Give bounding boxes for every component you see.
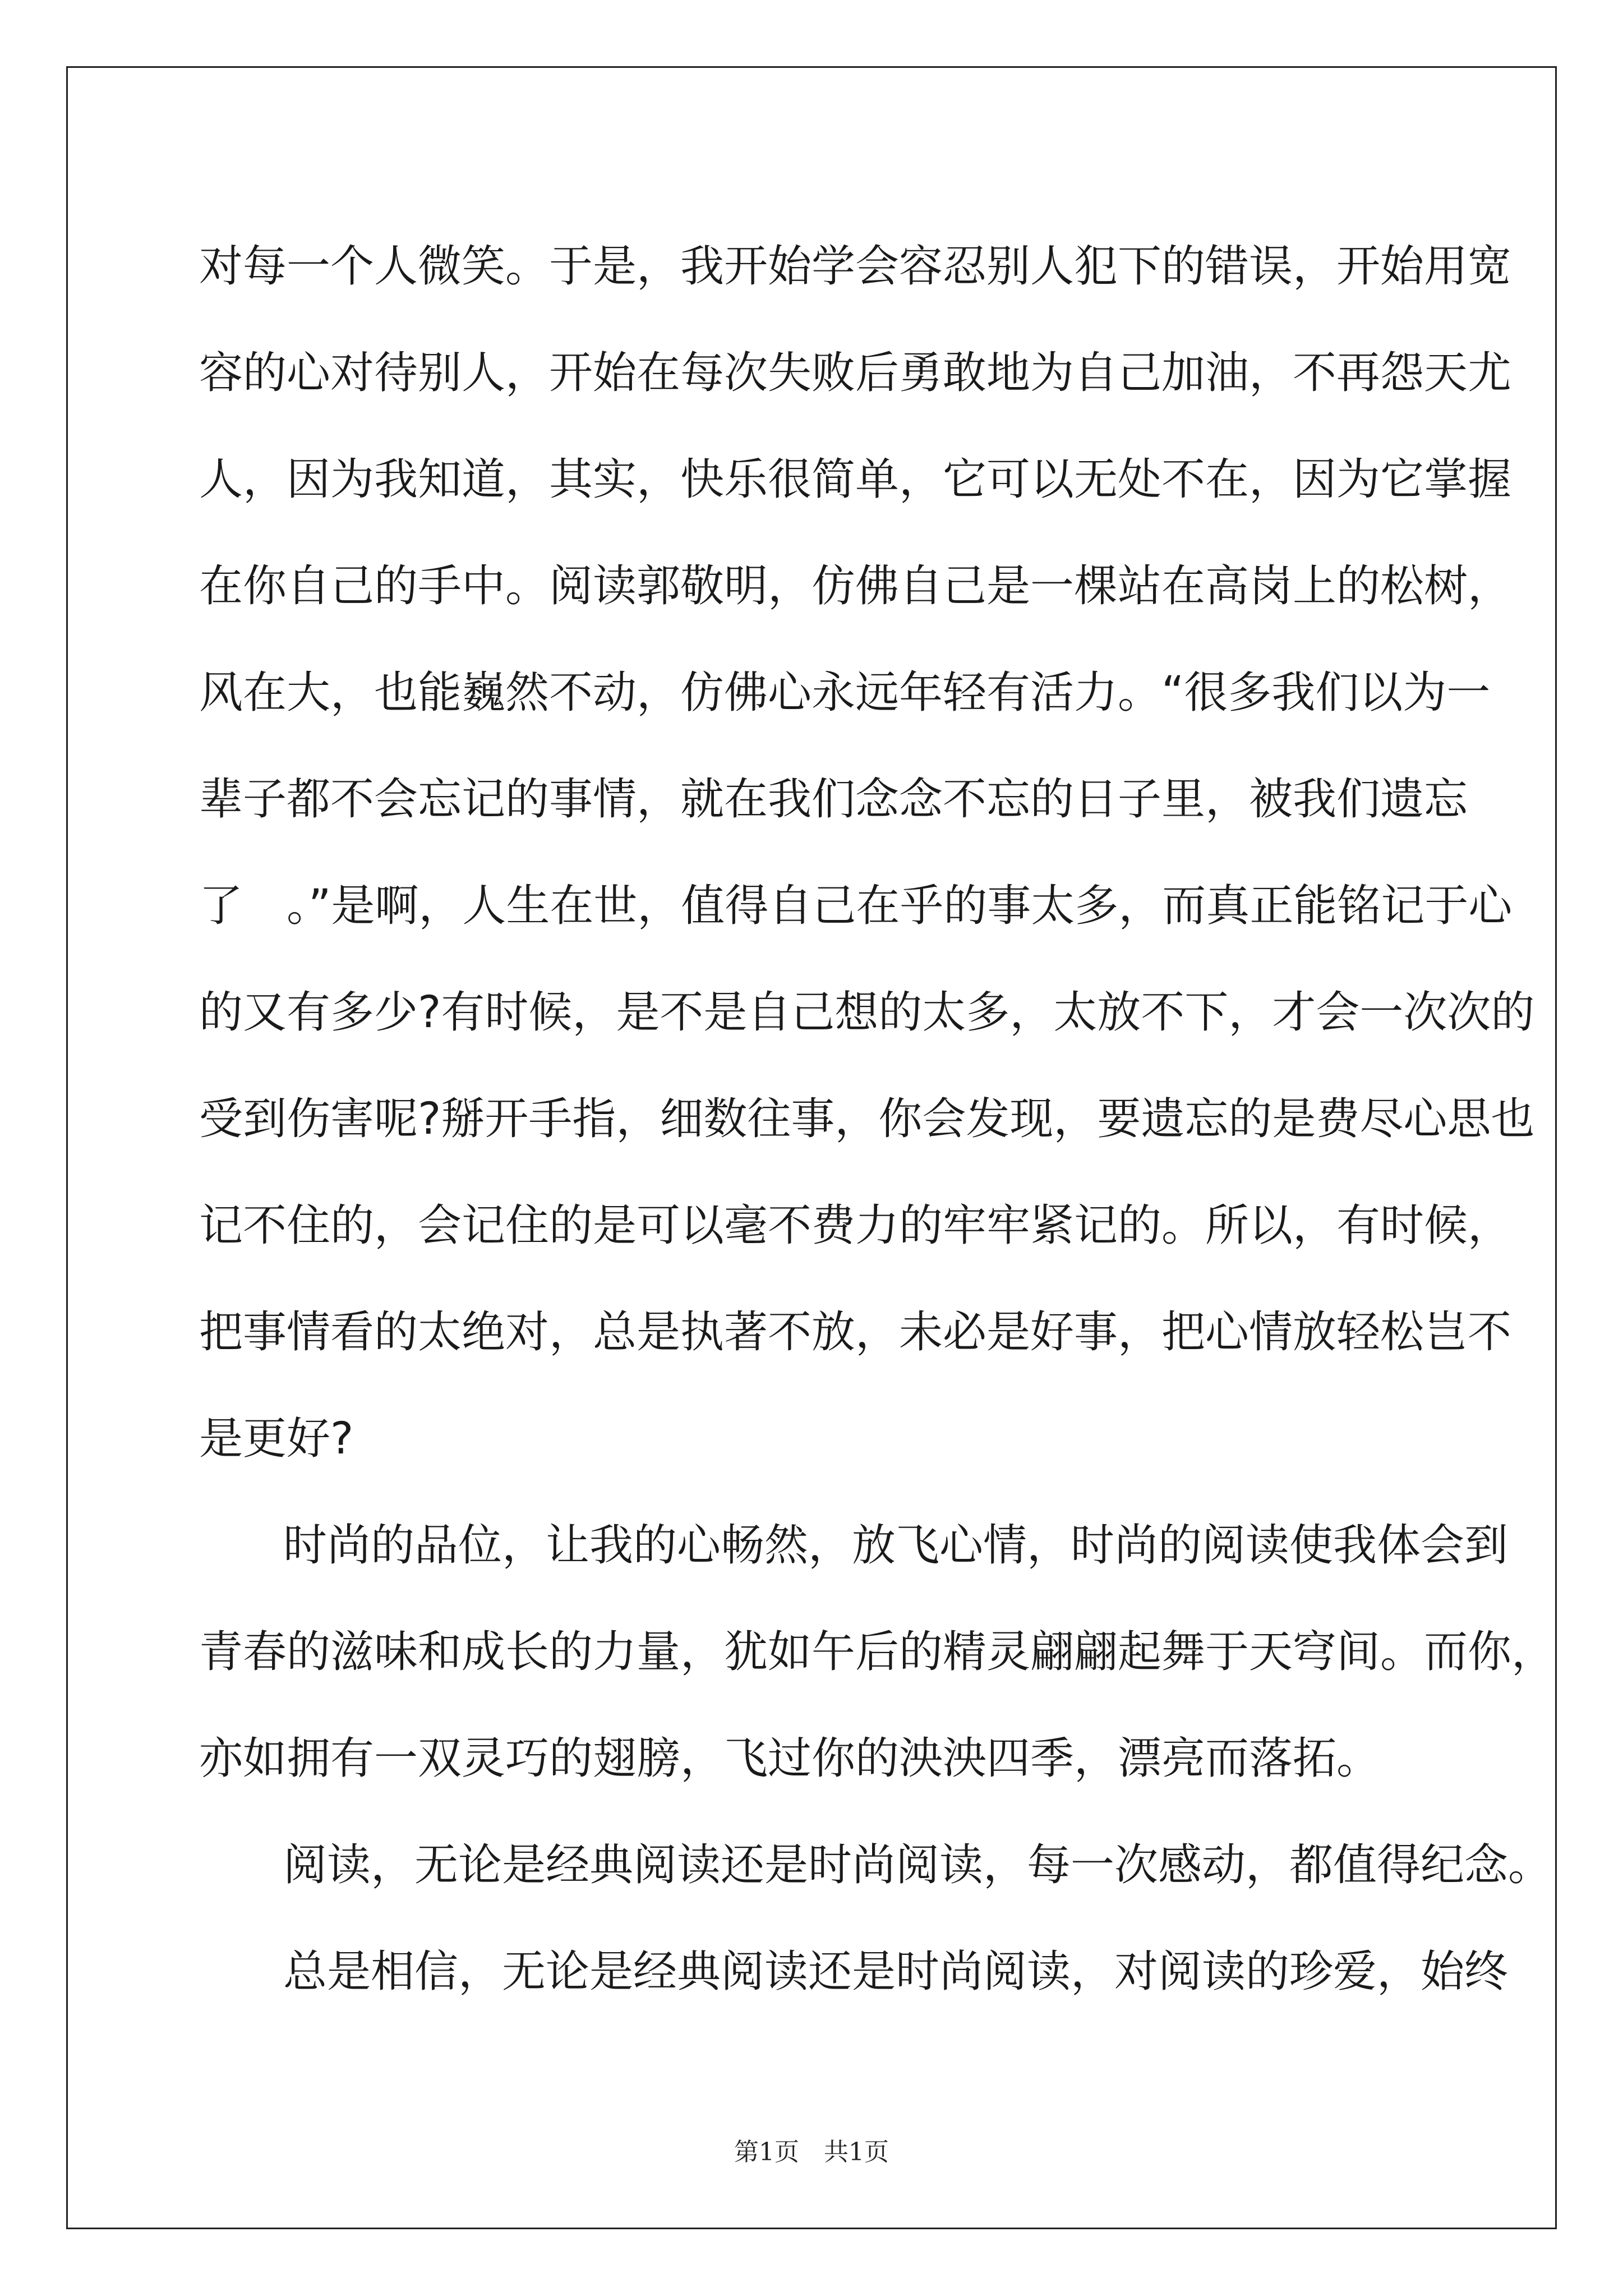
text-line-13: 时尚的品位，让我的心畅然，放飞心情，时尚的阅读使我体会到	[283, 1520, 1509, 1571]
text-line-8: 的又有多少?有时候，是不是自己想的太多，太放不下，才会一次次的	[199, 987, 1535, 1038]
text-line-14: 青春的滋味和成长的力量，犹如午后的精灵翩翩起舞于天穹间。而你，	[199, 1627, 1556, 1677]
document-body	[199, 213, 1556, 2025]
text-line-15: 亦如拥有一双灵巧的翅膀，飞过你的泱泱四季，漂亮而落拓。	[199, 1733, 1381, 1784]
text-line-16: 阅读，无论是经典阅读还是时尚阅读，每一次感动，都值得纪念。	[283, 1840, 1552, 1890]
page-footer: 第1页 共1页	[734, 2138, 889, 2166]
text-line-9: 受到伤害呢?掰开手指，细数往事，你会发现，要遗忘的是费尽心思也	[199, 1094, 1535, 1144]
text-line-1: 对每一个人微笑。于是，我开始学会容忍别人犯下的错误，开始用宽	[199, 241, 1512, 292]
text-line-4: 在你自己的手中。阅读郭敬明，仿佛自己是一棵站在高岗上的松树，	[199, 561, 1512, 611]
text-line-17: 总是相信，无论是经典阅读还是时尚阅读，对阅读的珍爱，始终	[283, 1947, 1509, 1997]
text-line-7: 了 。”是啊，人生在世，值得自己在乎的事太多，而真正能铭记于心	[199, 881, 1513, 931]
text-line-11: 把事情看的太绝对，总是执著不放，未必是好事，把心情放轻松岂不	[199, 1307, 1512, 1358]
text-line-3: 人，因为我知道，其实，快乐很简单，它可以无处不在，因为它掌握	[199, 454, 1512, 505]
text-line-2: 容的心对待别人，开始在每次失败后勇敢地为自己加油，不再怨天尤	[199, 348, 1512, 398]
text-line-12: 是更好?	[199, 1414, 354, 1464]
text-line-10: 记不住的，会记住的是可以毫不费力的牢牢紧记的。所以，有时候，	[199, 1200, 1512, 1251]
text-line-6: 辈子都不会忘记的事情，就在我们念念不忘的日子里，被我们遗忘	[199, 774, 1468, 825]
text-line-5: 风在大，也能巍然不动，仿佛心永远年轻有活力。“很多我们以为一	[199, 668, 1491, 718]
